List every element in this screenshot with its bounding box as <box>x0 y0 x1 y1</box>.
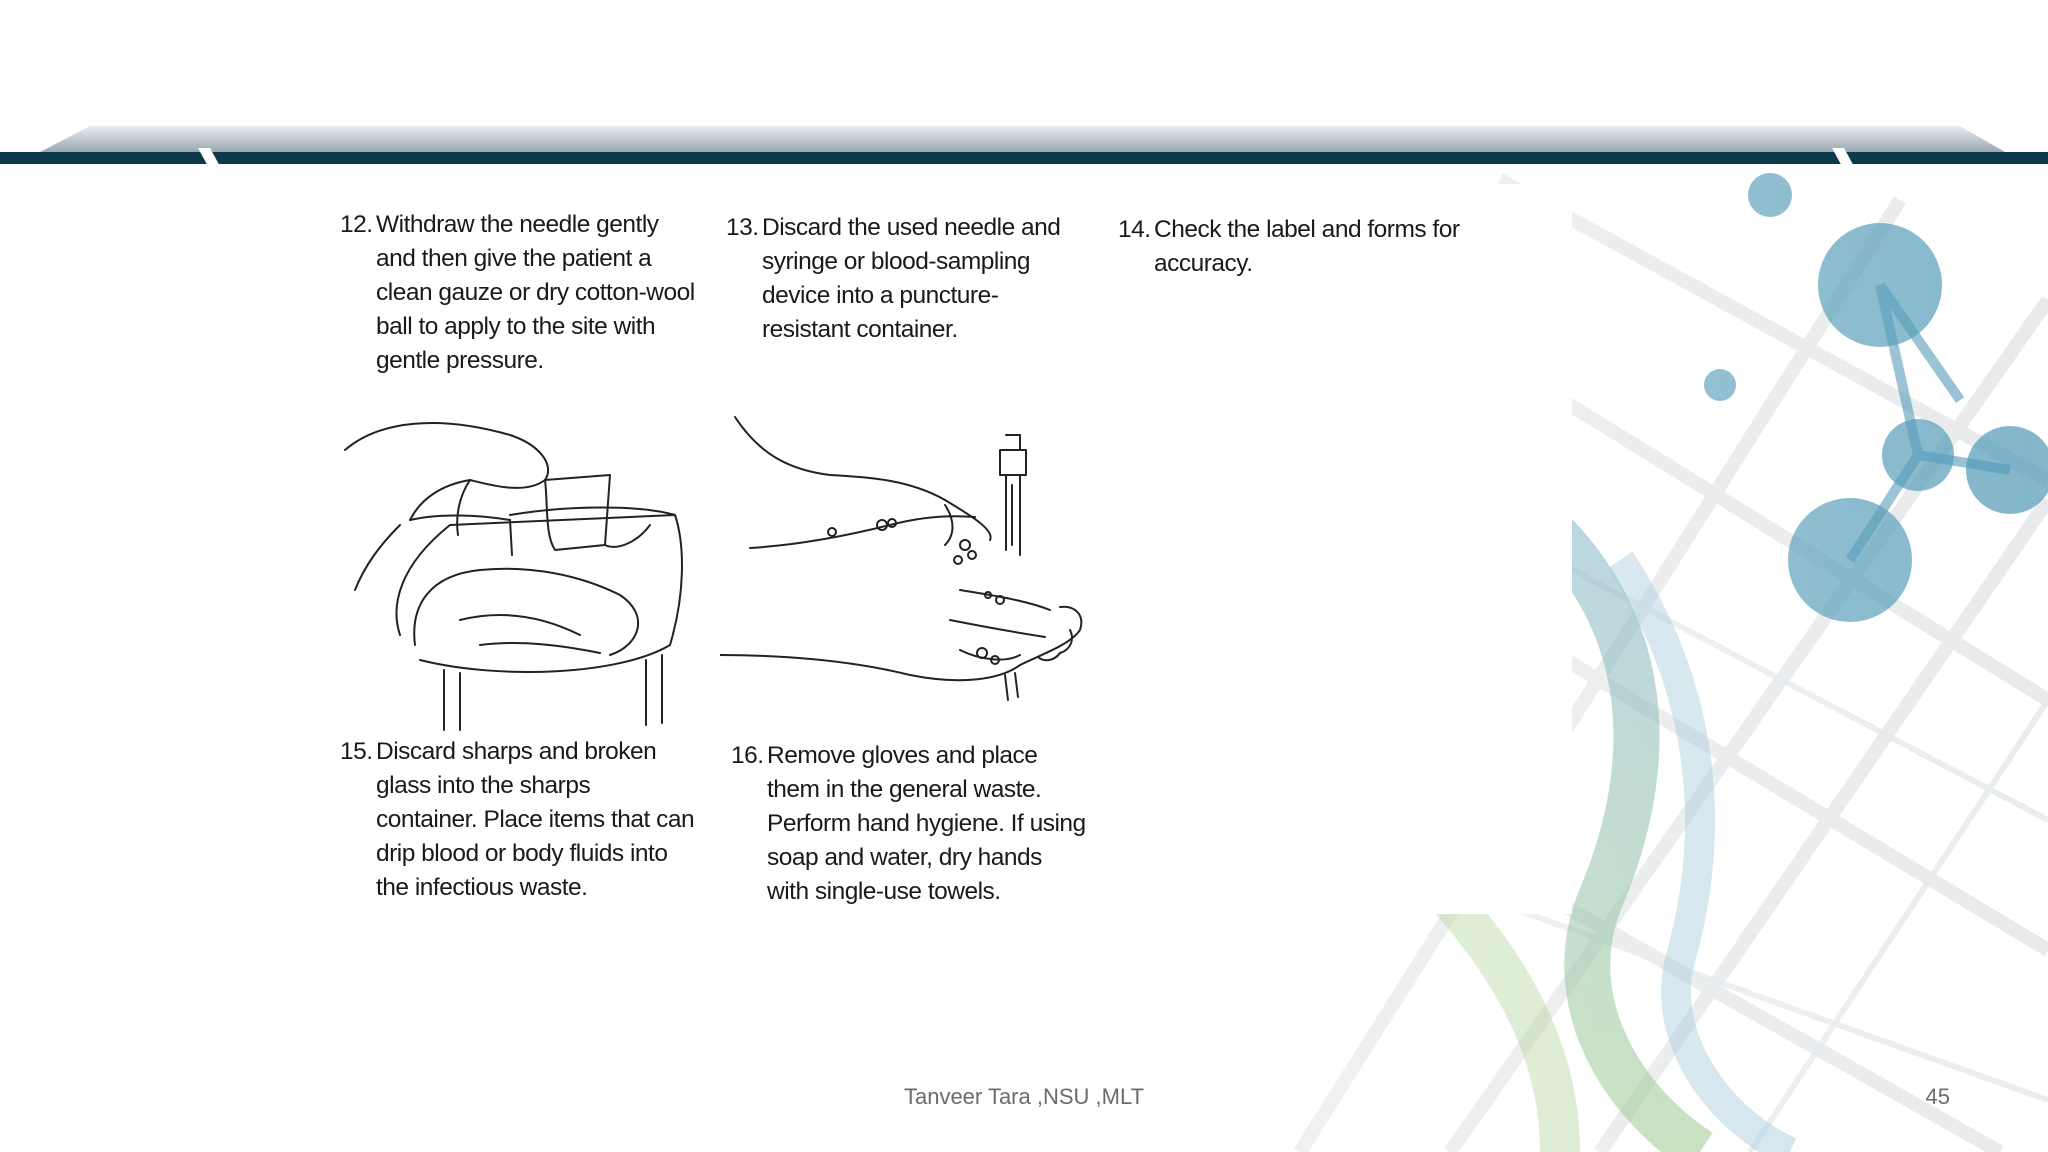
glove-disposal-bin-illustration <box>340 405 700 735</box>
header-banner <box>0 118 2048 170</box>
hand-washing-illustration <box>720 405 1090 710</box>
step-13 <box>726 211 1106 347</box>
step-15 <box>340 735 720 905</box>
step-number: 15. <box>340 738 373 765</box>
step-16 <box>731 739 1111 909</box>
step-number: 14. <box>1118 216 1151 243</box>
step-text: Discard the used needle and syringe or blood-sampling device into a puncture- resistant container. <box>762 214 1061 343</box>
step-12 <box>340 208 720 378</box>
page-number: 45 <box>1925 1084 1950 1109</box>
step-text: Remove gloves and place them in the general waste. Perform hand hygiene. If using soap and water, dry hands with single-use towels. <box>767 742 1086 905</box>
step-number: 13. <box>726 214 759 241</box>
step-text: Check the label and forms for accuracy. <box>1154 216 1460 277</box>
step-text: Discard sharps and broken glass into the sharps container. Place items that can drip blood or body fluids into the infectious waste. <box>376 738 695 901</box>
step-number: 16. <box>731 742 764 769</box>
step-text: Withdraw the needle gently and then give the patient a clean gauze or dry cotton-wool ball to apply to the site with gentle pressure. <box>376 211 695 374</box>
step-number: 12. <box>340 211 373 238</box>
footer-author: Tanveer Tara ,NSU ,MLT <box>903 1084 1145 1109</box>
step-14 <box>1118 213 1538 281</box>
